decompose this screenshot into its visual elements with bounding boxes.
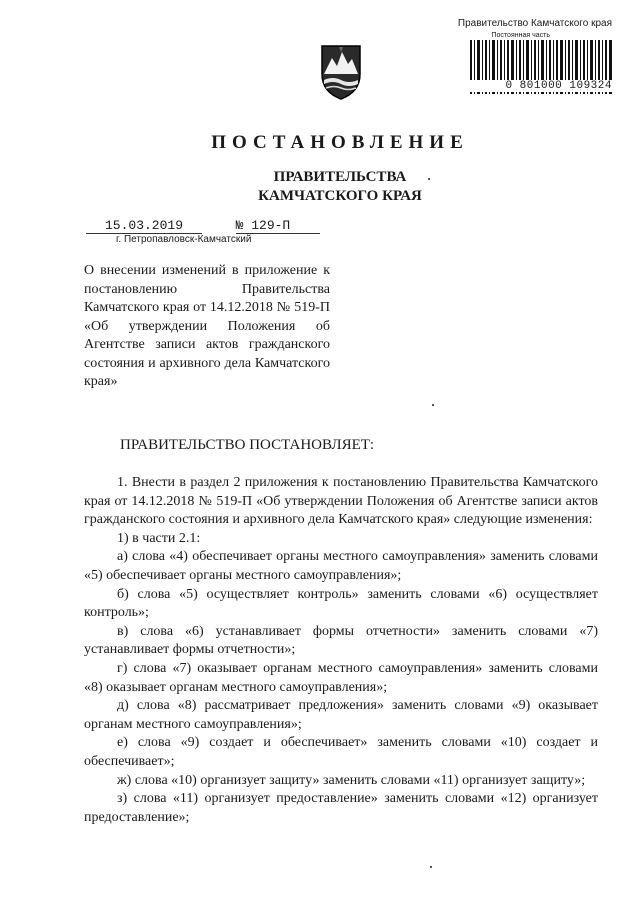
paragraph: в) слова «6) устанавливает формы отчетности» заменить словами «7) устанавливает формы отчетности»; [84, 623, 598, 658]
paragraph: ж) слова «10) организует защиту» заменить словами «11) организует защиту»; [117, 772, 586, 788]
paragraph: б) слова «5) осуществляет контроль» заменить словами «6) осуществляет контроль»; [84, 586, 598, 621]
registry-stamp [432, 18, 612, 42]
paragraph: з) слова «11) организует предоставление» заменить словами «12) организует предоставление»; [84, 791, 598, 825]
barcode-number: 0 801000 109324 [470, 80, 612, 92]
paragraph: е) слова «9) создает и обеспечивает» заменить словами «10) создает и обеспечивает»; [84, 735, 598, 769]
stamp-title: Правительство Камчатского края [457, 18, 612, 29]
date-number-line [86, 218, 336, 234]
issuer-line-2: КАМЧАТСКОГО КРАЯ [258, 188, 422, 204]
document-title: ПОСТАНОВЛЕНИЕ [211, 132, 469, 153]
document-number: № 129-П [236, 218, 320, 234]
document-body [84, 474, 598, 827]
kamchatka-coat-of-arms-icon [316, 44, 366, 100]
stamp-subtitle: Постоянная часть [491, 32, 550, 39]
paragraph: г) слова «7) оказывает органам местного самоуправления» заменить словами «8) оказывает органам местного самоуправления»; [84, 660, 598, 695]
paragraph: 1) в части 2.1: [117, 530, 201, 546]
paragraph: 1. Внести в раздел 2 приложения к постановлению Правительства Камчатского края от 14.12.2018 № 519-П «Об утверждении Положения об Агентстве записи актов гражданского состояния и архивного дела Камчатского края» следующие изменения: [84, 475, 598, 528]
scan-speck [432, 404, 434, 406]
document-subject: О внесении изменений в приложение к постановлению Правительства Камчатского края от 14.12.2018 № 519-П «Об утверждении Положения об Агентстве записи актов гражданского состояния и архивного дела Камчатского края» [84, 263, 330, 389]
resolution-heading: ПРАВИТЕЛЬСТВО ПОСТАНОВЛЯЕТ: [120, 437, 375, 453]
issuer-line-1: ПРАВИТЕЛЬСТВА [273, 169, 407, 185]
document-date: 15.03.2019 [86, 218, 202, 234]
issuer [0, 168, 640, 206]
scan-speck [430, 866, 432, 868]
document-city: г. Петропавловск-Камчатский [116, 234, 252, 245]
scan-speck [428, 178, 430, 180]
paragraph: а) слова «4) обеспечивает органы местного самоуправления» заменить словами «5) обеспечивает органы местного самоуправления»; [84, 549, 598, 583]
paragraph: д) слова «8) рассматривает предложения» заменить словами «9) оказывает органам местного самоуправления»; [84, 698, 598, 732]
